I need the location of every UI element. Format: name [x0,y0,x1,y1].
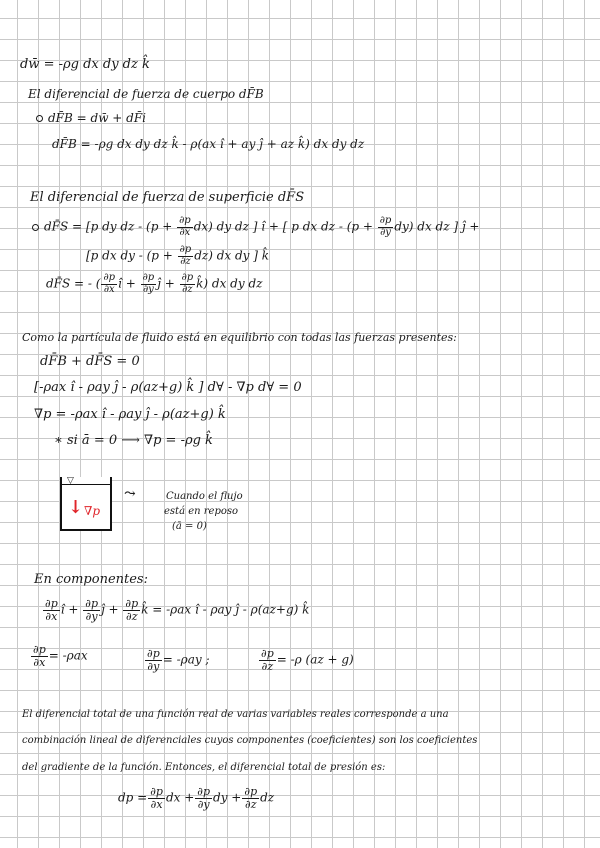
heading-body-force: El diferencial de fuerza de cuerpo dF̄B [28,87,264,101]
paragraph-line2: combinación lineal de diferenciales cuyos componentes (coeficientes) son los coeficientes [22,735,478,746]
eq-force-balance-expanded: [-ρax î - ρay ĵ - ρ(az+g) k̂ ] d∀ - ∇p d∀ = 0 [34,380,302,395]
paragraph-line3: del gradiente de la función. Entonces, el diferencial total de presión es: [22,762,386,773]
eq-pressure-gradient: ∇p = -ρax î - ρay ĵ - ρ(az+g) k̂ [34,407,226,422]
heading-components: En componentes: [34,572,148,587]
paragraph-line1: El diferencial total de una función real de varias variables reales corresponde a una [22,709,449,720]
eq-body-force-sum: dF̄B = dw̄ + dF̄i [36,112,146,124]
pointer-arrow-icon: ⤳ [124,486,136,502]
eq-force-balance: dF̄B + dF̄S = 0 [40,354,140,369]
bullet-icon [32,224,39,231]
note-line2: está en reposo [164,506,239,517]
eq-surface-force-line2: [p dx dy - (p + $\frac{\partial p}{\partial z}$ dz) dx dy ] k̂ [86,244,270,267]
eq-weight-differential: dw̄ = -ρg dx dy dz k̂ [20,57,150,72]
tank-sketch [60,477,112,531]
eq-dpdz: $\frac{\partial p}{\partial z}$ = -ρ (az + g) [261,647,354,673]
eq-components-vector: $\frac{\partial p}{\partial x}$ î + $\frac{\partial p}{\partial y}$ ĵ + $\frac{\partial p}{\partial z}$ k̂ = -ρax î - ρay ĵ - ρ(az+g) k̂ [45,597,310,623]
eq-rest-case: ∗ si ā = 0 ⟶ ∇p = -ρg k̂ [54,433,213,448]
eq-surface-force-line1: dF̄S = [p dy dz - (p + $\frac{\partial p}{\partial x}$ dx) dy dz ] î + [ p dx dz - (p + $\frac{\partial p}{\partial y}$ dy) dx dz ] ĵ + [32,216,479,238]
eq-dpdy: $\frac{\partial p}{\partial y}$ = -ρay ; [147,647,210,673]
note-line1: Cuando el flujo [166,491,243,502]
free-surface-triangle-icon: ▽ [67,476,74,486]
down-arrow-icon: ↓ [68,497,84,518]
text-equilibrium: Como la partícula de fluido está en equilibrio con todas las fuerzas presentes: [22,331,457,344]
eq-surface-force-gradient: dF̄S = - ( $\frac{\partial p}{\partial x}$ î + $\frac{\partial p}{\partial y}$ ĵ + $\frac{\partial p}{\partial z}$ k̂) dx dy dz [46,272,263,295]
eq-dpdx: $\frac{\partial p}{\partial x}$ = -ρax [33,643,88,669]
note-line3: (ā = 0) [172,521,207,532]
bullet-icon [36,115,43,122]
eq-body-force-expanded: dF̄B = -ρg dx dy dz k̂ - ρ(ax î + ay ĵ + az k̂) dx dy dz [52,137,365,151]
heading-surface-force: El diferencial de fuerza de superficie dF̄S [30,190,305,205]
eq-total-differential: dp = $\frac{\partial p}{\partial x}$ dx + $\frac{\partial p}{\partial y}$ dy + $\frac{\partial p}{\partial z}$ dz [118,785,275,811]
tank-gradient-label: ∇p [84,504,101,518]
